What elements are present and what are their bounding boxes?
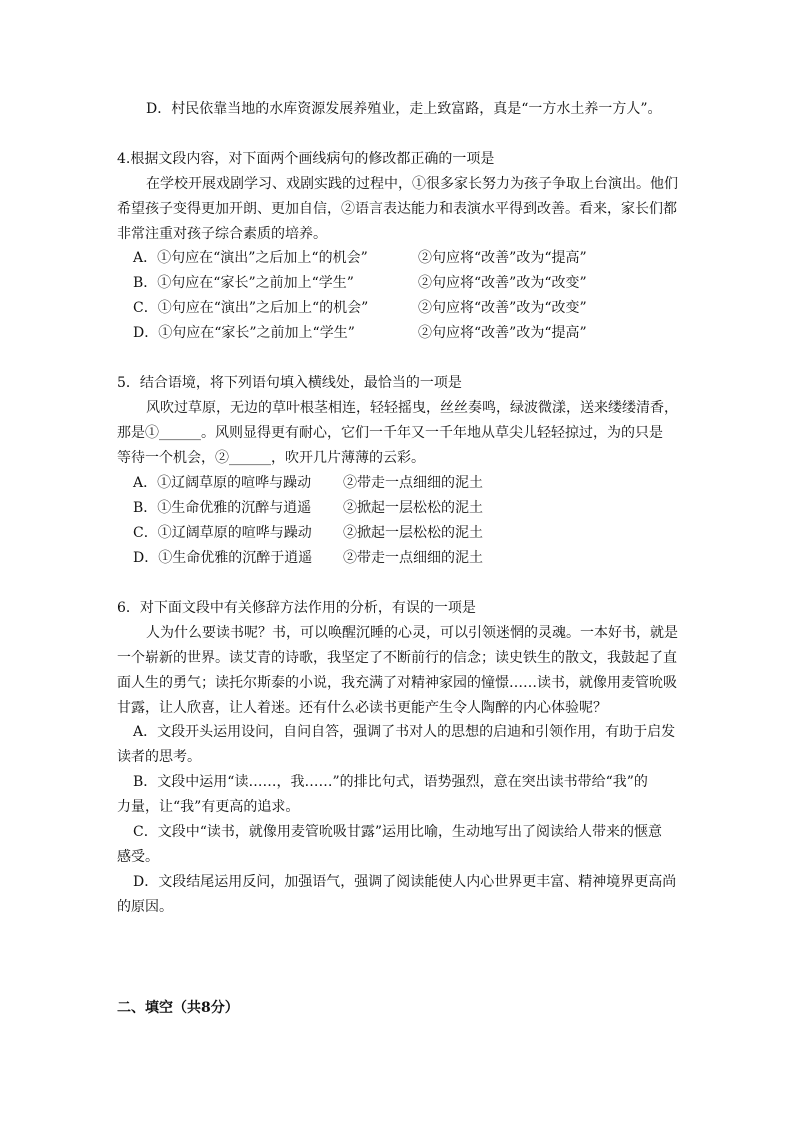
q4-option-c-part2: ②句应将“改善”改为“改变”	[418, 300, 587, 316]
q6-option-b-cont: 力量，让“我”有更高的追求。	[117, 799, 300, 815]
q6-passage-line: 人为什么要读书呢？书，可以唤醒沉睡的心灵，可以引领迷惘的灵魂。一本好书，就是	[146, 625, 678, 641]
q4-option-c-part1: C．①句应在“演出”之后加上“的机会”	[133, 300, 369, 316]
q6-option-c: C．文段中“读书，就像用麦管吮吸甘露”运用比喻，生动地写出了阅读给人带来的惬意	[133, 824, 663, 840]
q5-passage-line: 等待一个机会，②______，吹开几片薄薄的云彩。	[117, 450, 425, 466]
q5-question: 5．结合语境，将下列语句填入横线处，最恰当的一项是	[117, 375, 462, 391]
q5-option-b-part2: ②掀起一层松松的泥土	[343, 500, 483, 516]
q5-option-d-part1: D．①生命优雅的沉醉于逍遥	[133, 550, 313, 566]
q4-option-a-part1: A．①句应在“演出”之后加上“的机会”	[133, 250, 368, 266]
q6-passage-line: 一个崭新的世界。读艾青的诗歌，我坚定了不断前行的信念；读史铁生的散文，我鼓起了直	[117, 650, 677, 666]
q5-option-d-part2: ②带走一点细细的泥土	[343, 550, 483, 566]
q4-passage-line: 在学校开展戏剧学习、戏剧实践的过程中，①很多家长努力为孩子争取上台演出。他们	[146, 176, 678, 192]
q6-option-d-cont: 的原因。	[117, 899, 173, 915]
q4-option-d-part1: D．①句应在“家长”之前加上“学生”	[133, 325, 355, 341]
q4-passage-line: 希望孩子变得更加开朗、更加自信，②语言表达能力和表演水平得到改善。看来，家长们都	[117, 201, 677, 217]
q5-option-a-part1: A．①辽阔草原的喧哗与躁动	[133, 475, 312, 491]
q6-option-a: A．文段开头运用设问，自问自答，强调了书对人的思想的启迪和引领作用，有助于启发	[133, 724, 676, 740]
q5-option-a-part2: ②带走一点细细的泥土	[343, 475, 483, 491]
q4-option-b-part2: ②句应将“改善”改为“改变”	[418, 275, 587, 291]
q6-option-a-cont: 读者的思考。	[117, 749, 201, 765]
section-heading: 二、填空（共8分）	[117, 1000, 239, 1016]
q4-option-d-part2: ②句应将“改善”改为“提高”	[418, 325, 587, 341]
q6-passage-line: 面人生的勇气；读托尔斯泰的小说，我充满了对精神家园的憧憬……读书，就像用麦管吮吸	[117, 675, 677, 691]
q6-option-c-cont: 感受。	[117, 849, 159, 865]
q4-passage-line: 非常注重对孩子综合素质的培养。	[117, 226, 327, 242]
q5-option-c-part1: C．①辽阔草原的喧哗与躁动	[133, 525, 312, 541]
q5-passage-line: 那是①______。风则显得更有耐心，它们一千年又一千年地从草尖儿轻轻掠过，为的只是	[117, 425, 663, 441]
q4-question: 4.根据文段内容，对下面两个画线病句的修改都正确的一项是	[117, 151, 495, 167]
q6-option-b: B．文段中运用“读……，我……”的排比句式，语势强烈，意在突出读书带给“我”的	[133, 774, 648, 790]
q6-passage-line: 甘露，让人欣喜，让人着迷。还有什么必读书更能产生令人陶醉的内心体验呢？	[117, 700, 607, 716]
q5-option-b-part1: B．①生命优雅的沉醉与逍遥	[133, 500, 312, 516]
q3-option-d: D．村民依靠当地的水库资源发展养殖业，走上致富路，真是“一方水土养一方人”。	[146, 101, 662, 117]
q5-option-c-part2: ②掀起一层松松的泥土	[343, 525, 483, 541]
q4-option-b-part1: B．①句应在“家长”之前加上“学生”	[133, 275, 354, 291]
q4-option-a-part2: ②句应将“改善”改为“提高”	[418, 250, 587, 266]
q5-passage-line: 风吹过草原，无边的草叶根茎相连，轻轻摇曳，丝丝奏鸣，绿波微漾，送来缕缕清香，	[146, 400, 678, 416]
q6-question: 6．对下面文段中有关修辞方法作用的分析，有误的一项是	[117, 600, 476, 616]
q6-option-d: D．文段结尾运用反问，加强语气，强调了阅读能使人内心世界更丰富、精神境界更高尚	[133, 874, 677, 890]
